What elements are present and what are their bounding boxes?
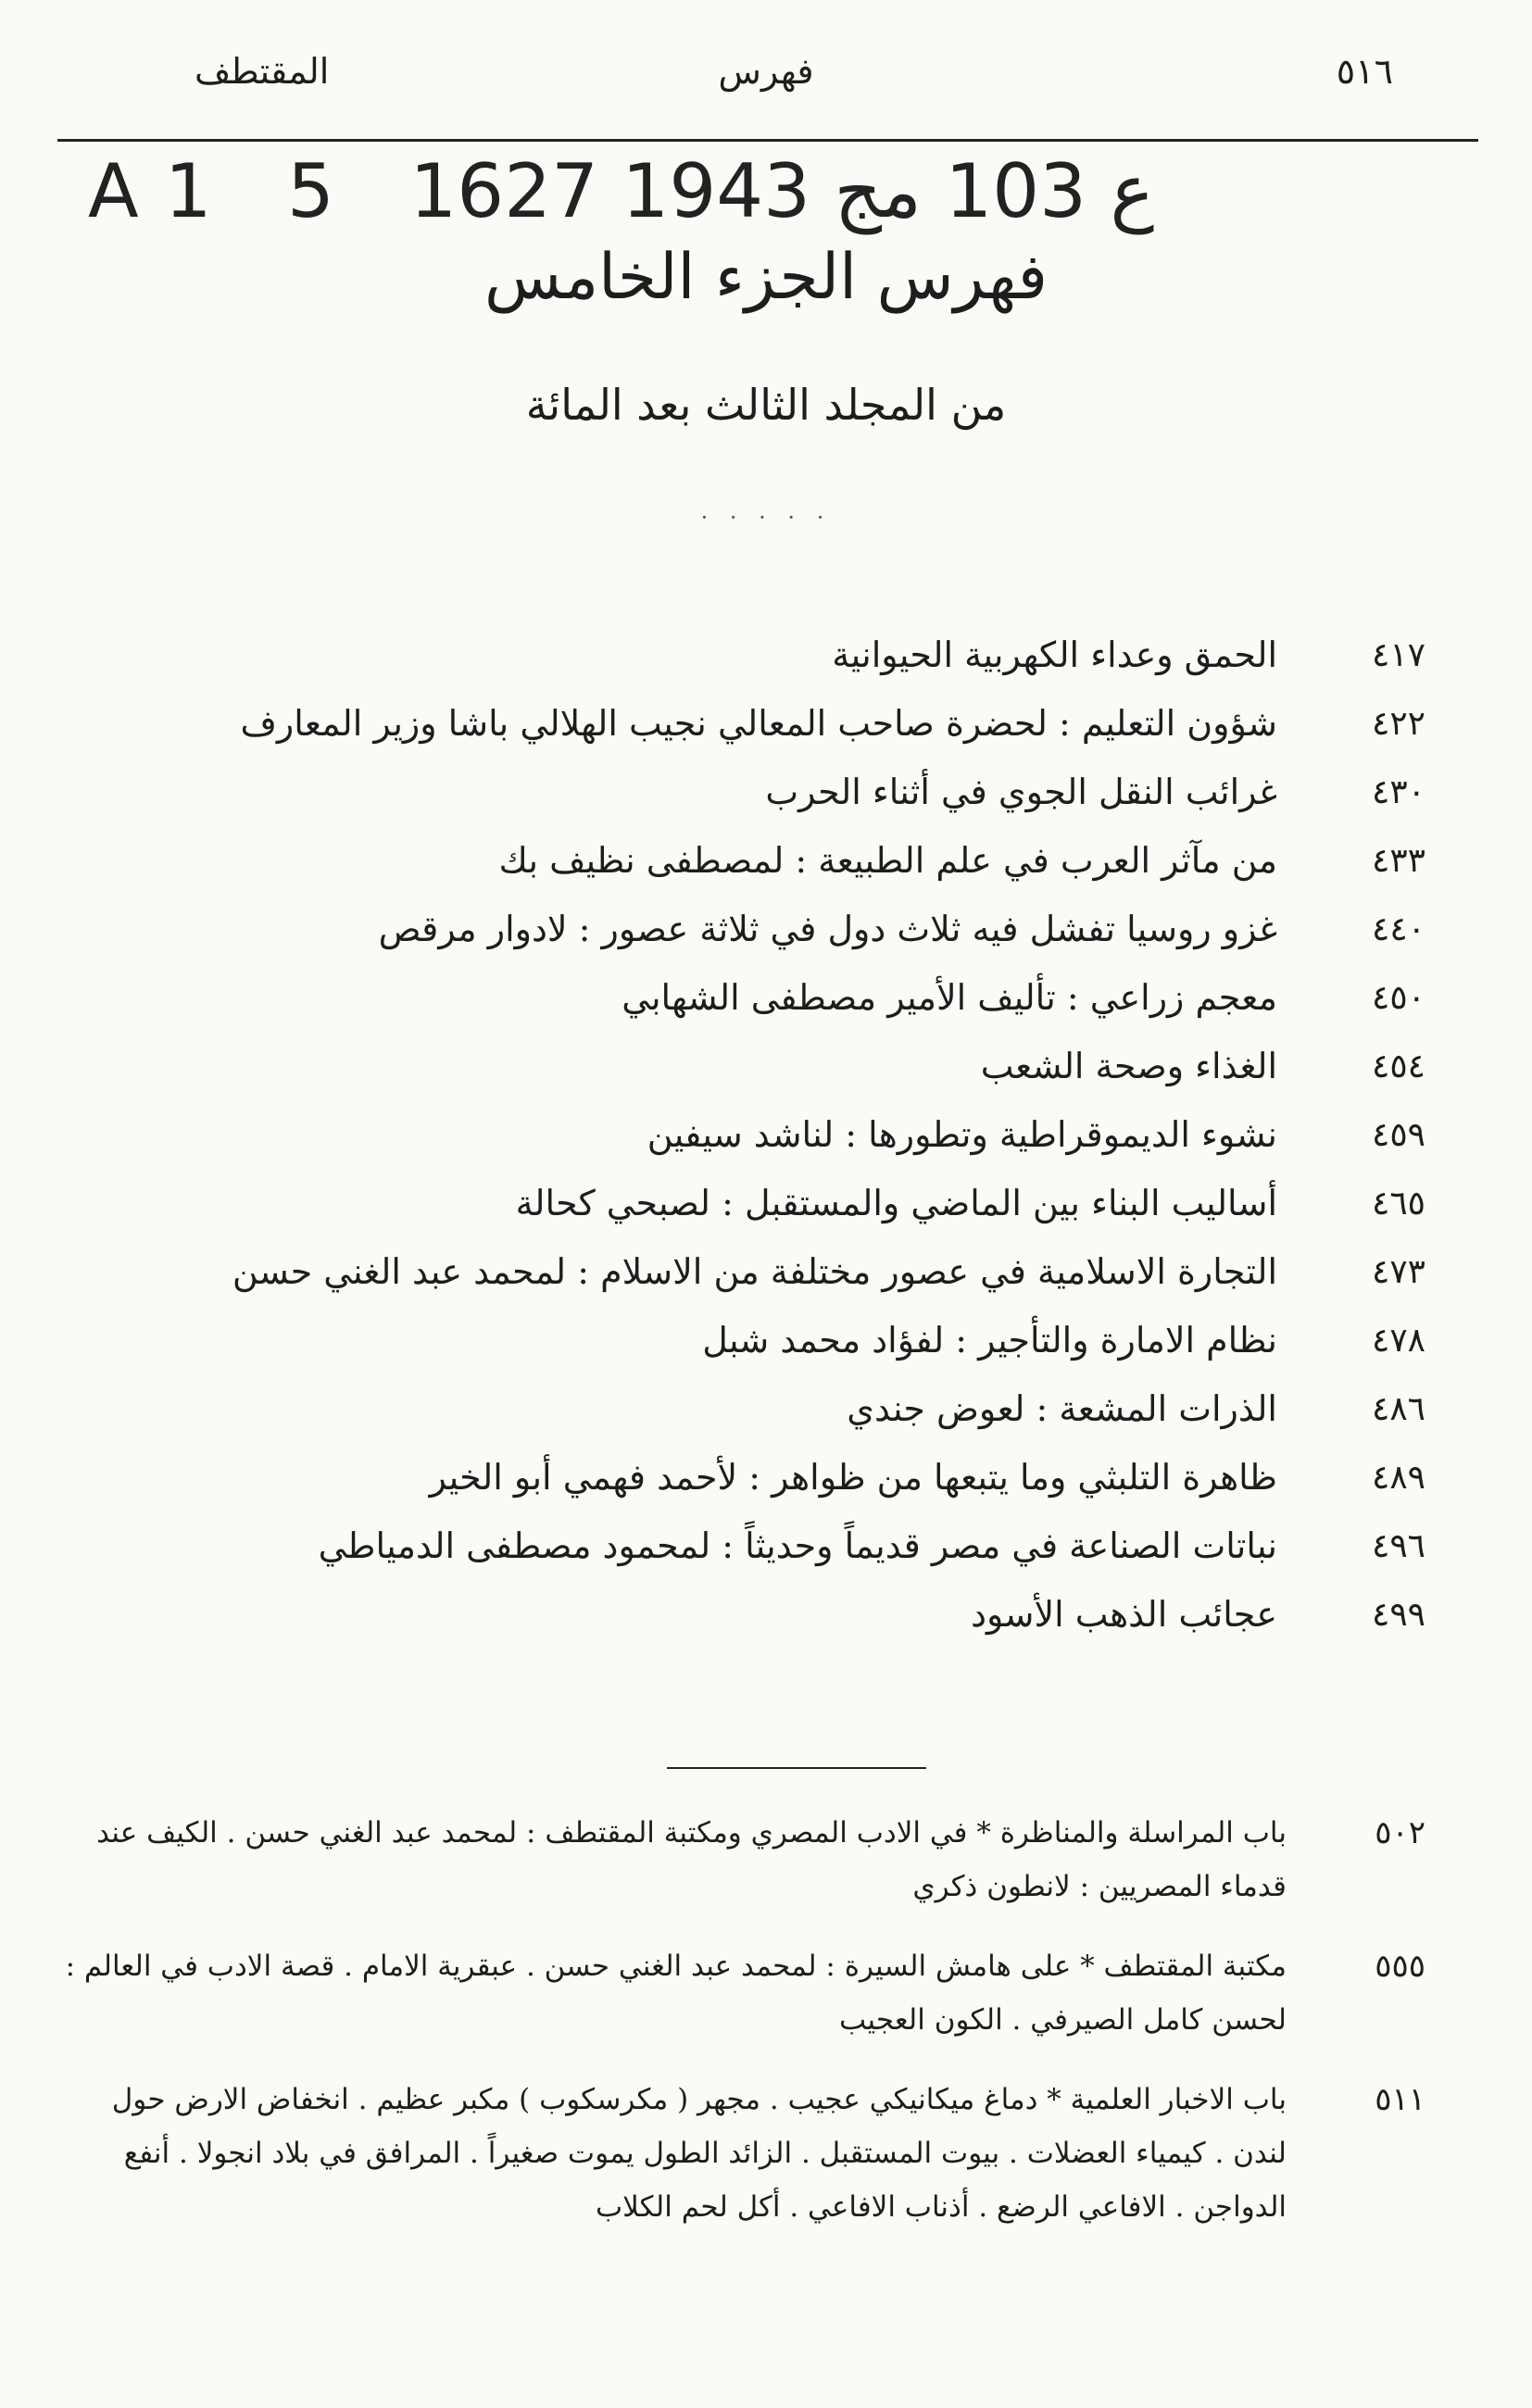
header-rule	[57, 139, 1478, 142]
toc-title: نشوء الديموقراطية وتطورها : لناشد سيفين	[647, 1114, 1277, 1155]
toc-title: عجائب الذهب الأسود	[971, 1594, 1277, 1635]
toc-page-number: ٤٤٠	[1371, 909, 1425, 948]
toc-entry	[101, 1032, 1435, 1100]
toc-page-number: ٤٥٤	[1371, 1047, 1425, 1085]
toc-title: التجارة الاسلامية في عصور مختلفة من الاسلام : لمحمد عبد الغني حسن	[232, 1251, 1277, 1292]
toc-title: نباتات الصناعة في مصر قديماً وحديثاً : لمحمود مصطفى الدمياطي	[318, 1525, 1277, 1566]
toc-entry	[101, 1237, 1435, 1306]
toc-title: غرائب النقل الجوي في أثناء الحرب	[765, 771, 1277, 812]
toc-page-number: ٤٥٩	[1371, 1115, 1425, 1154]
toc-page-number: ٤٧٣	[1371, 1252, 1425, 1291]
toc-page-number: ٤٦٥	[1371, 1184, 1425, 1223]
toc-entry	[101, 1306, 1435, 1374]
toc-title: الذرات المشعة : لعوض جندي	[847, 1388, 1277, 1429]
regular-sections-list	[64, 1806, 1435, 2260]
toc-page-number: ٤٧٨	[1371, 1321, 1425, 1360]
header-section-title: فهرس	[718, 51, 814, 92]
toc-title: الحمق وعداء الكهربية الحيوانية	[832, 634, 1277, 675]
toc-entry	[101, 1374, 1435, 1443]
toc-title: شؤون التعليم : لحضرة صاحب المعالي نجيب الهلالي باشا وزير المعارف	[240, 703, 1277, 744]
toc-title: ظاهرة التلبثي وما يتبعها من ظواهر : لأحمد فهمي أبو الخير	[429, 1457, 1277, 1498]
toc-title: غزو روسيا تفشل فيه ثلاث دول في ثلاثة عصور : لادوار مرقص	[378, 909, 1277, 949]
section-text: باب المراسلة والمناظرة * في الادب المصري ومكتبة المقتطف : لمحمد عبد الغني حسن . الكيف عند قدماء المصريين : لانطون ذكري	[96, 1816, 1287, 1903]
header-journal-name: المقتطف	[195, 51, 330, 92]
header-page-number: ٥١٦	[1336, 51, 1393, 92]
toc-entry	[101, 963, 1435, 1032]
section-page-number: ٥١١	[1375, 2081, 1425, 2118]
toc-page-number: ٤٣٣	[1371, 841, 1425, 880]
handwritten-catalog-number: A1 5 ع 103 مج 1943 1627	[88, 148, 1155, 234]
toc-entry	[101, 1443, 1435, 1511]
section-page-number: ٥٥٥	[1375, 1948, 1425, 1985]
toc-page-number: ٤٣٠	[1371, 772, 1425, 811]
toc-page-number: ٤٨٦	[1371, 1389, 1425, 1428]
toc-page-number: ٤٨٩	[1371, 1458, 1425, 1497]
page-subtitle: من المجلد الثالث بعد المائة	[525, 380, 1007, 430]
section-entry	[64, 1939, 1435, 2047]
toc-entry	[101, 1580, 1435, 1649]
section-entry	[64, 1806, 1435, 1913]
toc-page-number: ٤٩٦	[1371, 1526, 1425, 1565]
toc-entry	[101, 758, 1435, 826]
page-title: فهرس الجزء الخامس	[484, 241, 1048, 314]
toc-entry	[101, 621, 1435, 689]
toc-page-number: ٤٢٢	[1371, 704, 1425, 743]
toc-entry	[101, 895, 1435, 963]
toc-title: من مآثر العرب في علم الطبيعة : لمصطفى نظيف بك	[498, 840, 1277, 881]
section-text: مكتبة المقتطف * على هامش السيرة : لمحمد عبد الغني حسن . عبقرية الامام . قصة الادب في العالم : لحسن كامل الصيرفي . الكون العجيب	[65, 1950, 1287, 2037]
toc-entry	[101, 1169, 1435, 1237]
toc-entry	[101, 1100, 1435, 1169]
section-page-number: ٥٠٢	[1375, 1814, 1425, 1851]
section-text: باب الاخبار العلمية * دماغ ميكانيكي عجيب . مجهر ( مكرسكوب ) مكبر عظيم . انخفاض الارض حول لندن . كيمياء العضلات . بيوت المستقبل . الزائد الطول يموت صغيراً . المرافق في بلاد انجولا . أنفع الدواجن . الافاعي الرضع . أذناب الافاعي . أكل لحم الكلاب	[111, 2083, 1287, 2224]
table-of-contents	[101, 621, 1435, 1649]
toc-page-number: ٤١٧	[1371, 635, 1425, 674]
toc-title: نظام الامارة والتأجير : لفؤاد محمد شبل	[702, 1320, 1277, 1361]
toc-title: أساليب البناء بين الماضي والمستقبل : لصبحي كحالة	[515, 1183, 1277, 1223]
toc-title: الغذاء وصحة الشعب	[980, 1046, 1277, 1086]
toc-entry	[101, 826, 1435, 895]
toc-entry	[101, 1511, 1435, 1580]
toc-page-number: ٤٩٩	[1371, 1595, 1425, 1634]
section-entry	[64, 2073, 1435, 2234]
toc-title: معجم زراعي : تأليف الأمير مصطفى الشهابي	[622, 977, 1277, 1018]
toc-entry	[101, 689, 1435, 758]
running-header	[56, 51, 1476, 116]
separator-dots: · · · · ·	[700, 505, 832, 531]
toc-page-number: ٤٥٠	[1371, 978, 1425, 1017]
section-divider	[667, 1767, 926, 1769]
